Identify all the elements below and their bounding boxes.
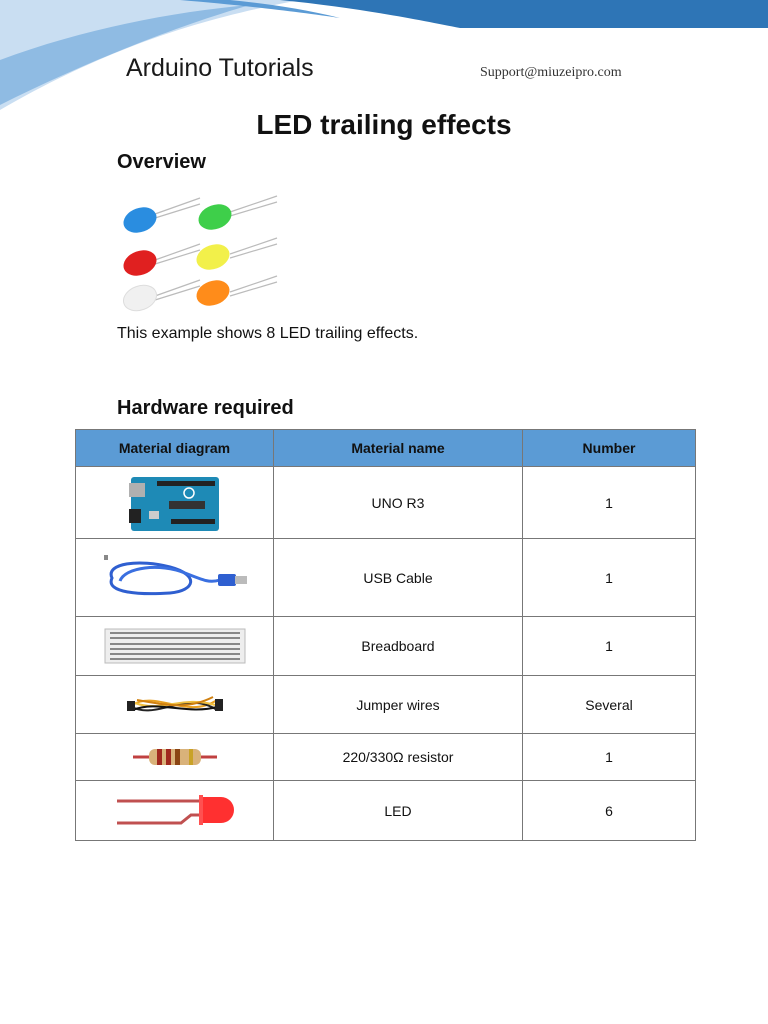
- table-row: [76, 734, 696, 781]
- hardware-table: [75, 429, 696, 841]
- material-number: 1: [523, 539, 696, 617]
- material-number: 6: [523, 781, 696, 841]
- material-name: 220/330Ω resistor: [274, 734, 523, 781]
- material-name: USB Cable: [274, 539, 523, 617]
- resistor-icon: [133, 746, 217, 768]
- material-name: UNO R3: [274, 467, 523, 539]
- material-diagram-cell: [76, 467, 274, 539]
- material-number: Several: [523, 676, 696, 734]
- support-email[interactable]: Support@miuzeipro.com: [480, 65, 622, 80]
- material-name: LED: [274, 781, 523, 841]
- material-diagram-cell: [76, 676, 274, 734]
- table-row: [76, 676, 696, 734]
- column-header: Material diagram: [76, 430, 274, 467]
- breadboard-icon: [104, 628, 246, 664]
- column-header: Material name: [274, 430, 523, 467]
- material-diagram-cell: [76, 781, 274, 841]
- column-header: Number: [523, 430, 696, 467]
- uno-r3-board-icon: [129, 473, 221, 533]
- material-diagram-cell: [76, 617, 274, 676]
- jumper-wires-icon: [127, 685, 223, 725]
- table-row: [76, 781, 696, 841]
- material-diagram-cell: [76, 539, 274, 617]
- material-number: 1: [523, 467, 696, 539]
- usb-cable-icon: [100, 553, 250, 603]
- material-number: 1: [523, 734, 696, 781]
- table-row: [76, 539, 696, 617]
- material-name: Jumper wires: [274, 676, 523, 734]
- overview-heading: Overview: [117, 151, 206, 173]
- material-name: Breadboard: [274, 617, 523, 676]
- table-row: [76, 467, 696, 539]
- brand-title: Arduino Tutorials: [126, 54, 314, 82]
- table-header-row: [76, 430, 696, 467]
- colored-leds-image: [115, 190, 283, 312]
- header-wave-banner: [0, 0, 768, 120]
- led-icon: [113, 791, 237, 831]
- material-number: 1: [523, 617, 696, 676]
- material-diagram-cell: [76, 734, 274, 781]
- overview-text: This example shows 8 LED trailing effects.: [117, 325, 419, 342]
- hardware-heading: Hardware required: [117, 397, 294, 419]
- page-title: LED trailing effects: [256, 109, 512, 140]
- table-row: [76, 617, 696, 676]
